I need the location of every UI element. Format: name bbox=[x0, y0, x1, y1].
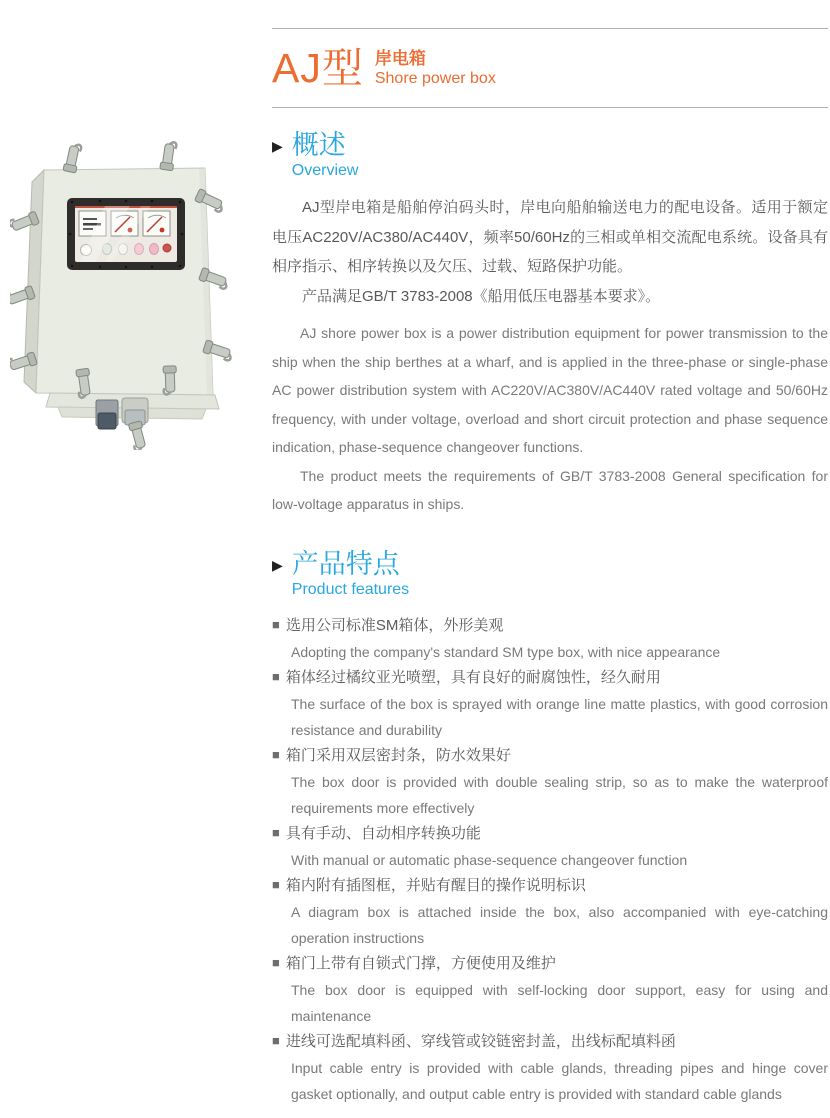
feature-item bbox=[272, 821, 828, 873]
product-model: AJ型 bbox=[272, 44, 364, 91]
feature-cn-line bbox=[272, 821, 828, 847]
product-name-en: Shore power box bbox=[374, 69, 496, 87]
feature-text-cn: 箱门采用双层密封条，防水效果好 bbox=[285, 746, 511, 764]
overview-heading bbox=[272, 130, 828, 181]
indicator-light-pink-2 bbox=[150, 244, 159, 255]
feature-text-cn: 箱内附有插图框，并贴有醒目的操作说明标识 bbox=[285, 876, 586, 894]
bullet-square-icon: ■ bbox=[272, 669, 280, 684]
feature-text-en: With manual or automatic phase-sequence changeover function bbox=[291, 851, 688, 868]
feature-item bbox=[272, 1029, 828, 1107]
feature-text-en: A diagram box is attached inside the box, also accompanied with eye-catching operation instructions bbox=[291, 903, 828, 946]
feature-text-en: The box door is equipped with self-locking door support, easy for using and maintenance bbox=[291, 981, 828, 1024]
feature-text-cn: 箱体经过橘纹亚光喷塑，具有良好的耐腐蚀性，经久耐用 bbox=[285, 668, 661, 686]
feature-item bbox=[272, 613, 828, 665]
feature-item bbox=[272, 951, 828, 1029]
overview-paragraph-en: The product meets the requirements of GB/T 3783-2008 General specification for low-voltage apparatus in ships. bbox=[272, 467, 828, 512]
feature-cn-line bbox=[272, 665, 828, 691]
bullet-square-icon: ■ bbox=[272, 617, 280, 632]
bullet-square-icon: ■ bbox=[272, 825, 280, 840]
features-title-cn: 产品特点 bbox=[291, 548, 400, 579]
overview-paragraph-cn: 产品满足GB/T 3783-2008《船用低压电器基本要求》。 bbox=[302, 287, 661, 305]
feature-list bbox=[272, 613, 828, 1107]
product-name-cn: 岸电箱 bbox=[374, 48, 426, 68]
feature-text-cn: 具有手动、自动相序转换功能 bbox=[285, 824, 481, 842]
feature-text-en: Adopting the company's standard SM type box, with nice appearance bbox=[291, 643, 721, 660]
feature-text-en: Input cable entry is provided with cable glands, threading pipes and hinge cover gasket optionally, and output cable entry is provided with standard cable glands bbox=[291, 1059, 828, 1102]
feature-cn-line bbox=[272, 613, 828, 639]
latch-bottom-center bbox=[128, 421, 148, 450]
feature-cn-line bbox=[272, 1029, 828, 1055]
feature-item bbox=[272, 743, 828, 821]
product-photo bbox=[10, 138, 260, 450]
indicator-light-red bbox=[163, 244, 171, 252]
feature-cn-line bbox=[272, 873, 828, 899]
indicator-light-pink bbox=[135, 244, 144, 255]
shore-power-box-illustration bbox=[10, 138, 260, 450]
bullet-square-icon: ■ bbox=[272, 747, 280, 762]
features-title-en: Product features bbox=[291, 580, 410, 598]
product-subtitle bbox=[375, 49, 496, 88]
overview-title-en: Overview bbox=[291, 162, 359, 179]
section-marker-icon: ▶ bbox=[272, 556, 283, 573]
feature-cn-line bbox=[272, 743, 828, 769]
feature-text-cn: 箱门上带有自锁式门撑，方便使用及维护 bbox=[285, 954, 556, 972]
feature-text-en: The surface of the box is sprayed with orange line matte plastics, with good corrosion resistance and durability bbox=[291, 695, 828, 738]
latch-bottom-right bbox=[163, 366, 177, 395]
cable-gland-dark bbox=[96, 400, 118, 429]
features-heading bbox=[272, 549, 828, 600]
overview-titles bbox=[292, 130, 359, 181]
cable-gland-light bbox=[122, 398, 148, 425]
meter-window bbox=[67, 198, 185, 270]
feature-cn-line bbox=[272, 951, 828, 977]
feature-item bbox=[272, 873, 828, 951]
overview-section bbox=[272, 130, 828, 519]
content-column bbox=[272, 0, 828, 1107]
feature-text-cn: 选用公司标准SM箱体，外形美观 bbox=[285, 616, 504, 634]
bullet-square-icon: ■ bbox=[272, 1033, 280, 1048]
feature-text-en: The box door is provided with double sealing strip, so as to make the waterproof requirements more effectively bbox=[291, 773, 828, 816]
overview-paragraph-en: AJ shore power box is a power distribution equipment for power transmission to the ship when the ship berthes at a wharf, and is applied in the three-phase or single-phase AC power distribution system with AC220V/AC380V/AC440V rated voltage and 50/60Hz frequency, with under voltage, overload and short circuit protection and phase sequence indication, phase-sequence changeover functions. bbox=[272, 325, 828, 455]
latch-top-right bbox=[160, 141, 177, 171]
features-section bbox=[272, 549, 828, 1107]
product-header bbox=[272, 29, 828, 107]
analog-meter-3 bbox=[143, 211, 170, 236]
bullet-square-icon: ■ bbox=[272, 877, 280, 892]
features-titles bbox=[292, 549, 409, 600]
bullet-square-icon: ■ bbox=[272, 955, 280, 970]
feature-item bbox=[272, 665, 828, 743]
section-marker-icon: ▶ bbox=[272, 138, 283, 154]
feature-text-cn: 进线可选配填料函、穿线管或铰链密封盖，出线标配填料函 bbox=[285, 1032, 676, 1050]
overview-paragraph-cn: AJ型岸电箱是船舶停泊码头时，岸电向船舶输送电力的配电设备。适用于额定电压AC220V/AC380/AC440V，频率50/60Hz的三相或单相交流配电系统。设备具有相序指示、相序转换以及欠压、过载、短路保护功能。 bbox=[272, 199, 828, 275]
header-divider-bottom bbox=[272, 107, 828, 108]
latch-top-left bbox=[63, 143, 82, 173]
overview-title-cn: 概述 bbox=[291, 130, 346, 160]
